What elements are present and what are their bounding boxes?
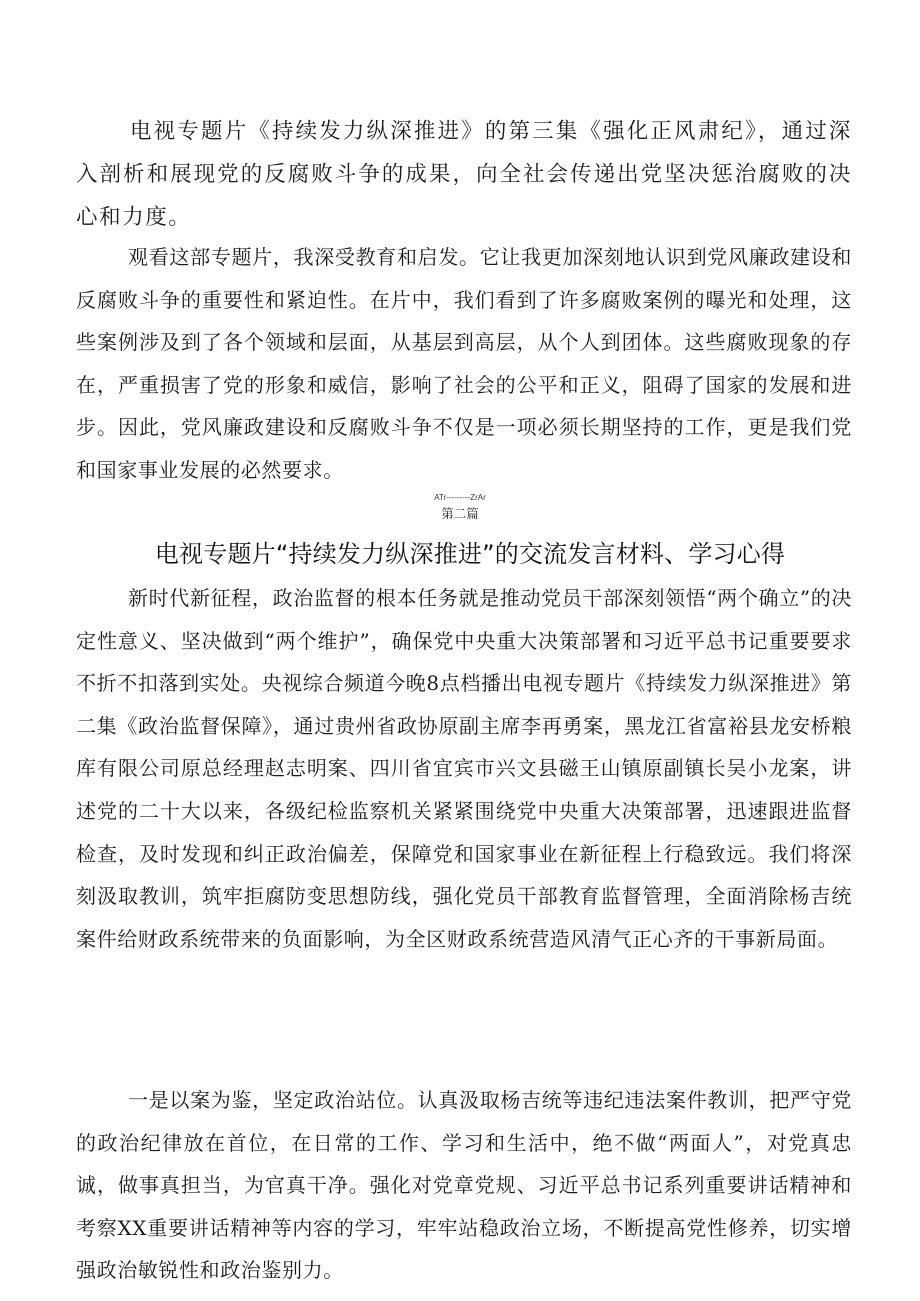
second-section-paragraph-2: 一是以案为鉴，坚定政治站位。认真汲取杨吉统等违纪违法案件教训，把严守党的政治纪律放在首位，在日常的工作、学习和生活中，绝不做“两面人”，对党真忠诚，做事真担当，为官真干净。强化对党章党规、习近平总书记系列重要讲话精神和考察XX重要讲话精神等内容的学习，牢牢站稳政治立场，不断提高党性修养，切实增强政治敏锐性和政治鉴别力。 — [76, 1088, 852, 1283]
second-section-paragraph-1: 新时代新征程，政治监督的根本任务就是推动党员干部深刻领悟“两个确立”的决定性意义、坚决做到“两个维护”，确保党中央重大决策部署和习近平总书记重要要求不折不扣落到实处。央视综合频道今晚8点档播出电视专题片《持续发力纵深推进》第二集《政治监督保障》，通过贵州省政协原副主席李再勇案，黑龙江省富裕县龙安桥粮库有限公司原总经理赵志明案、四川省宜宾市兴文县磁王山镇原副镇长吴小龙案，讲述党的二十大以来，各级纪检监察机关紧紧围绕党中央重大决策部署，迅速跟进监督检查，及时发现和纠正政治偏差，保障党和国家事业在新征程上行稳致远。我们将深刻汲取教训，筑牢拒腐防变思想防线，强化党员干部教育监督管理，全面消除杨吉统案件给财政系统带来的负面影响，为全区财政系统营造风清气正心齐的干事新局面。 — [76, 586, 852, 951]
second-section-heading: 电视专题片“持续发力纵深推进”的交流发言材料、学习心得 — [154, 540, 786, 568]
section-label: 第二篇 — [441, 507, 479, 521]
first-section-paragraph: 观看这部专题片，我深受教育和启发。它让我更加深刻地认识到党风廉政建设和反腐败斗争的重要性和紧迫性。在片中，我们看到了许多腐败案例的曝光和处理，这些案例涉及到了各个领域和层面，从基层到高层，从个人到团体。这些腐败现象的存在，严重损害了党的形象和威信，影响了社会的公平和正义，阻碍了国家的发展和进步。因此，党风廉政建设和反腐败斗争不仅是一项必须长期坚持的工作，更是我们党和国家事业发展的必然要求。 — [76, 245, 852, 482]
section-divider: ATr---------ZrAr — [434, 493, 486, 502]
intro-paragraph: 电视专题片《持续发力纵深推进》的第三集《强化正风肃纪》，通过深入剖析和展现党的反腐败斗争的成果，向全社会传递出党坚决惩治腐败的决心和力度。 — [76, 119, 852, 230]
